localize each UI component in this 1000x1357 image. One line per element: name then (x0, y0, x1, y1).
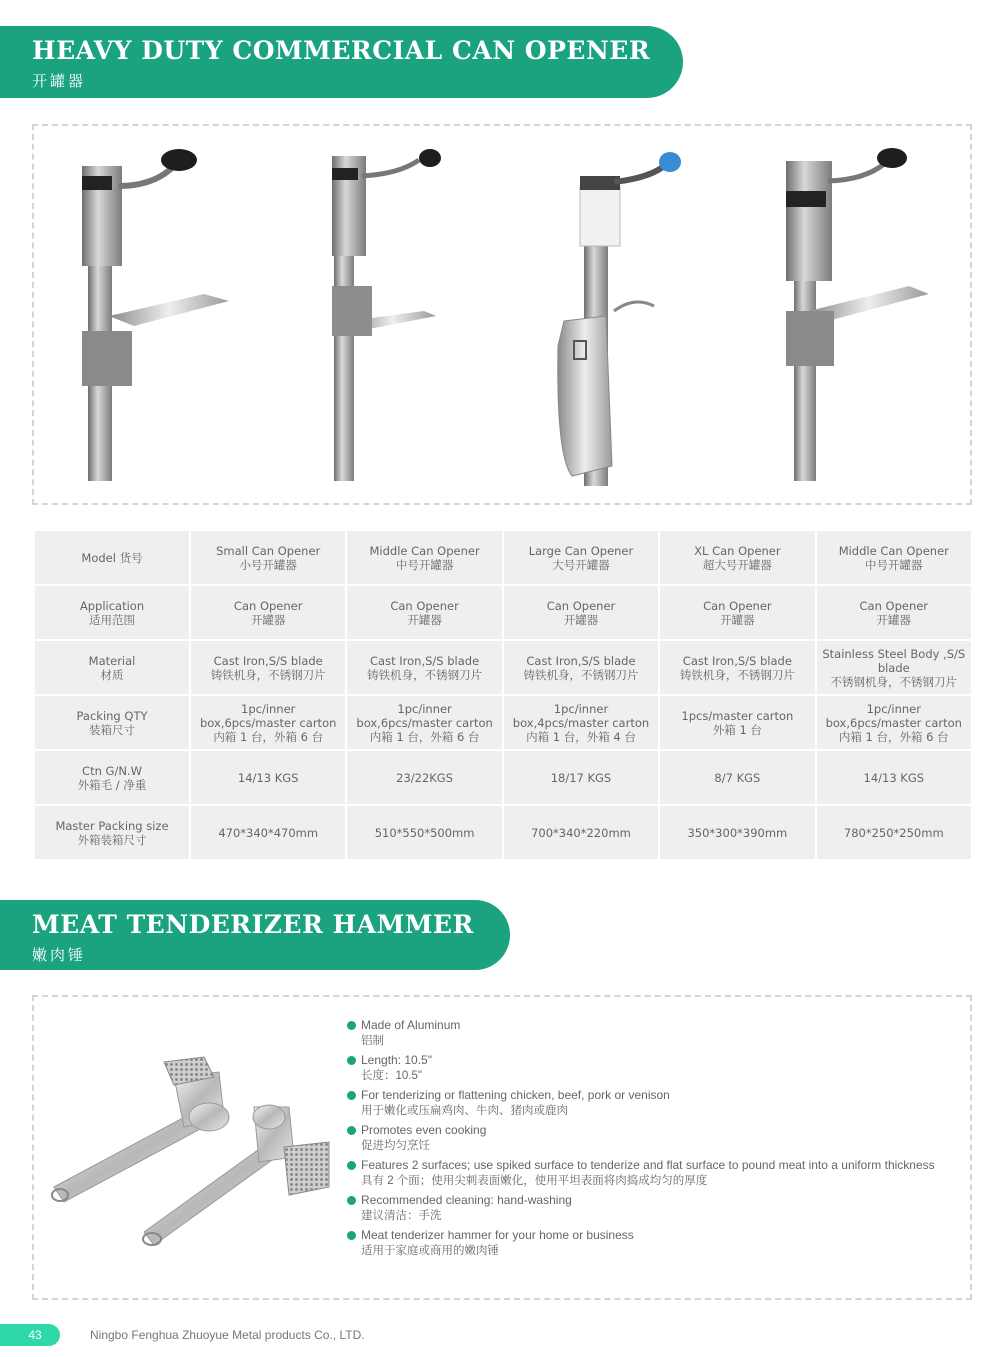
cell-en: 700*340*220mm (531, 825, 631, 840)
can-opener-middle-image (304, 146, 504, 491)
table-cell (659, 585, 815, 640)
cell-zh: 铸铁机身，不锈钢刀片 (679, 667, 795, 682)
row-label-zh: 外箱装箱尺寸 (77, 832, 147, 847)
table-row (34, 530, 972, 585)
feature-en-text: Recommended cleaning: hand-washing (361, 1193, 572, 1207)
feature-en-text: For tenderizing or flattening chicken, beef, pork or venison (361, 1088, 670, 1102)
cell-zh: 中号开罐器 (865, 557, 923, 572)
list-item (347, 1158, 977, 1189)
cell-en: Large Can Opener (528, 543, 634, 558)
cell-zh: 小号开罐器 (239, 557, 297, 572)
cell-en: 510*550*500mm (374, 825, 475, 840)
cell-zh: 铸铁机身，不锈钢刀片 (367, 667, 483, 682)
section-subtitle: 嫩肉锤 (32, 946, 87, 964)
table-cell (659, 530, 815, 585)
table-row (34, 695, 972, 750)
feature-zh: 适用于家庭或商用的嫩肉锤 (361, 1245, 499, 1257)
table-row (34, 640, 972, 695)
cell-en: 1pc/inner box,6pcs/master carton (200, 701, 337, 730)
row-label (34, 530, 190, 585)
cell-en: 18/17 KGS (550, 770, 612, 785)
row-label-en: Application (79, 598, 145, 613)
table-cell (503, 585, 659, 640)
company-name: Ningbo Fenghua Zhuoyue Metal products Co., LTD. (90, 1328, 365, 1342)
feature-en (347, 1193, 977, 1208)
cell-en: 1pc/inner box,6pcs/master carton (356, 701, 493, 730)
section-banner-meat-tenderizer (0, 900, 510, 970)
table-cell (816, 805, 972, 860)
spec-table (33, 529, 973, 861)
feature-zh: 具有 2 个面；使用尖刺表面嫩化，使用平坦表面将肉捣成均匀的厚度 (361, 1175, 708, 1187)
table-cell (816, 585, 972, 640)
table-cell (190, 695, 346, 750)
table-cell (659, 695, 815, 750)
cell-en: Can Opener (390, 598, 459, 613)
row-label (34, 695, 190, 750)
product-images-box (32, 124, 972, 505)
cell-en: Cast Iron,S/S blade (526, 653, 636, 668)
table-cell (346, 695, 502, 750)
feature-en-text: Length: 10.5" (361, 1053, 432, 1067)
section-title: MEAT TENDERIZER HAMMER (32, 910, 474, 939)
page-number: 43 (0, 1324, 60, 1346)
cell-zh: 内箱 1 台，外箱 6 台 (213, 729, 324, 744)
table-cell (816, 695, 972, 750)
feature-zh: 长度：10.5" (361, 1070, 422, 1082)
feature-en (347, 1053, 977, 1068)
row-label-zh: 外箱毛 / 净重 (77, 777, 147, 792)
cell-zh: 开罐器 (250, 612, 286, 627)
cell-en: 470*340*470mm (218, 825, 319, 840)
list-item (347, 1228, 977, 1259)
row-label-en: Material (88, 653, 136, 668)
cell-en: 14/13 KGS (237, 770, 299, 785)
cell-en: Middle Can Opener (838, 543, 949, 558)
cell-en: Cast Iron,S/S blade (370, 653, 480, 668)
table-cell (190, 530, 346, 585)
row-label-en: Ctn G/N.W (82, 763, 142, 778)
bullet-icon (347, 1056, 356, 1065)
list-item (347, 1053, 977, 1084)
feature-en-text: Promotes even cooking (361, 1123, 487, 1137)
table-cell (190, 750, 346, 805)
section-subtitle: 开罐器 (32, 72, 87, 90)
cell-en: Can Opener (703, 598, 772, 613)
bullet-icon (347, 1021, 356, 1030)
cell-en: Cast Iron,S/S blade (682, 653, 792, 668)
cell-zh: 开罐器 (563, 612, 599, 627)
feature-list (347, 1018, 977, 1263)
bullet-icon (347, 1126, 356, 1135)
table-cell (659, 750, 815, 805)
cell-zh: 铸铁机身，不锈钢刀片 (523, 667, 639, 682)
table-cell (503, 640, 659, 695)
feature-en (347, 1018, 977, 1033)
can-opener-xl-image (754, 146, 954, 491)
cell-zh: 开罐器 (407, 612, 442, 627)
feature-en-text: Made of Aluminum (361, 1018, 461, 1032)
table-cell (503, 695, 659, 750)
row-label-zh: 装箱尺寸 (89, 722, 135, 737)
table-cell (346, 640, 502, 695)
bullet-icon (347, 1161, 356, 1170)
cell-en: XL Can Opener (694, 543, 781, 558)
table-cell (816, 640, 972, 695)
cell-en: Cast Iron,S/S blade (213, 653, 323, 668)
table-row (34, 585, 972, 640)
row-label-en: Master Packing size (55, 818, 169, 833)
cell-en: 350*300*390mm (687, 825, 788, 840)
table-cell (346, 750, 502, 805)
feature-en-text: Meat tenderizer hammer for your home or business (361, 1228, 634, 1242)
table-cell (346, 805, 502, 860)
feature-zh: 用于嫩化或压扁鸡肉、牛肉、猪肉或鹿肉 (361, 1105, 568, 1117)
meat-tenderizer-image (44, 1017, 344, 1277)
row-label (34, 585, 190, 640)
table-cell (346, 530, 502, 585)
row-label (34, 805, 190, 860)
can-opener-small-image (64, 146, 264, 491)
feature-en-text: Features 2 surfaces; use spiked surface to tenderize and flat surface to pound meat into a uniform thickness (361, 1158, 935, 1172)
bullet-icon (347, 1196, 356, 1205)
bullet-icon (347, 1091, 356, 1100)
table-row (34, 750, 972, 805)
row-label-en: Packing QTY (76, 708, 148, 723)
section-title: HEAVY DUTY COMMERCIAL CAN OPENER (32, 36, 651, 65)
cell-zh: 大号开罐器 (552, 557, 610, 572)
cell-zh: 中号开罐器 (395, 557, 454, 572)
list-item (347, 1018, 977, 1049)
table-cell (659, 640, 815, 695)
list-item (347, 1088, 977, 1119)
list-item (347, 1123, 977, 1154)
row-label-zh: 适用范围 (89, 612, 135, 627)
cell-en: 8/7 KGS (714, 770, 761, 785)
cell-en: Stainless Steel Body ,S/S blade (822, 646, 966, 675)
cell-zh: 外箱 1 台 (712, 722, 762, 737)
cell-zh: 开罐器 (720, 612, 755, 627)
cell-en: 23/22KGS (396, 770, 454, 785)
cell-en: 1pc/inner box,6pcs/master carton (825, 701, 962, 730)
feature-zh: 建议清洁：手洗 (361, 1210, 442, 1222)
cell-en: 1pc/inner box,4pcs/master carton (512, 701, 650, 730)
cell-en: 1pcs/master carton (681, 708, 794, 723)
feature-en (347, 1088, 977, 1103)
cell-zh: 开罐器 (876, 612, 912, 627)
feature-en (347, 1158, 977, 1173)
table-cell (190, 640, 346, 695)
row-label (34, 640, 190, 695)
cell-zh: 内箱 1 台，外箱 6 台 (838, 729, 949, 744)
row-label-zh: 材质 (100, 667, 124, 682)
feature-zh: 铝制 (361, 1035, 384, 1047)
cell-zh: 内箱 1 台，外箱 4 台 (526, 729, 636, 744)
row-label-en: Model 货号 (81, 550, 143, 565)
table-row (34, 805, 972, 860)
cell-en: Can Opener (859, 598, 929, 613)
cell-en: Can Opener (546, 598, 616, 613)
table-cell (190, 805, 346, 860)
table-cell (659, 805, 815, 860)
cell-zh: 铸铁机身，不锈钢刀片 (210, 667, 326, 682)
feature-zh: 促进均匀烹饪 (361, 1140, 430, 1152)
table-cell (816, 750, 972, 805)
table-cell (503, 750, 659, 805)
table-cell (503, 530, 659, 585)
row-label (34, 750, 190, 805)
feature-en (347, 1123, 977, 1138)
cell-en: 780*250*250mm (843, 825, 944, 840)
table-cell (346, 585, 502, 640)
cell-en: 14/13 KGS (863, 770, 925, 785)
cell-en: Middle Can Opener (369, 543, 480, 558)
cell-zh: 不锈钢机身，不锈钢刀片 (830, 674, 958, 689)
bullet-icon (347, 1231, 356, 1240)
cell-zh: 超大号开罐器 (702, 557, 772, 572)
table-cell (190, 585, 346, 640)
can-opener-large-image (534, 146, 734, 491)
table-cell (503, 805, 659, 860)
section-banner-can-opener (0, 26, 683, 98)
list-item (347, 1193, 977, 1224)
feature-en (347, 1228, 977, 1243)
cell-en: Small Can Opener (216, 543, 321, 558)
cell-zh: 内箱 1 台，外箱 6 台 (369, 729, 480, 744)
cell-en: Can Opener (233, 598, 303, 613)
table-cell (816, 530, 972, 585)
